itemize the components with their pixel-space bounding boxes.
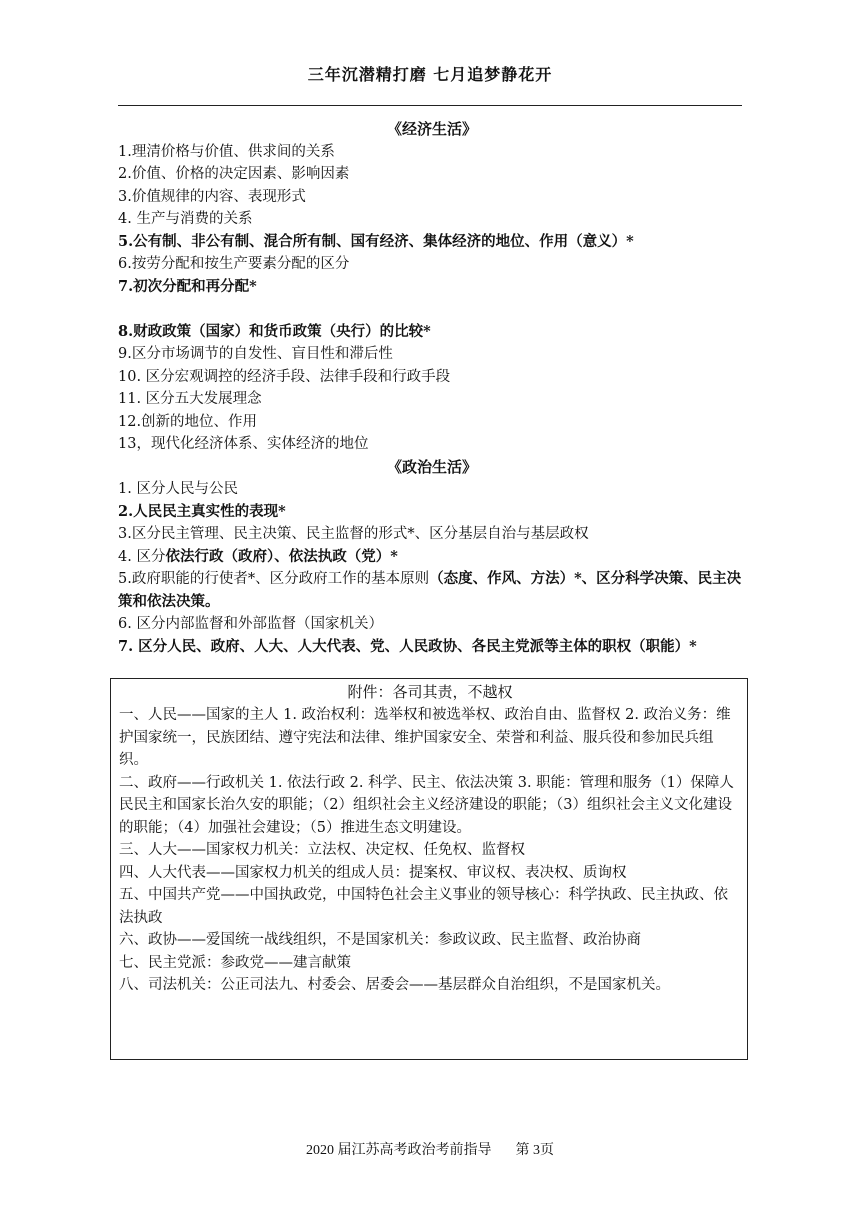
econ-item: 1.理清价格与价值、供求间的关系: [118, 143, 335, 160]
econ-item: 13，现代化经济体系、实体经济的地位: [118, 436, 369, 452]
appendix-box: [110, 678, 748, 1060]
econ-item: 12.创新的地位、作用: [118, 413, 258, 430]
econ-item: 11. 区分五大发展理念: [118, 391, 262, 407]
appendix-paragraph: 三、人大——国家权力机关：立法权、决定权、任免权、监督权: [119, 842, 525, 858]
pol-item: [118, 568, 746, 613]
appendix-paragraph: 六、政协——爱国统一战线组织，不是国家机关：参政议政、民主监督、政治协商: [119, 932, 641, 948]
appendix-paragraph: 二、政府——行政机关 1. 依法行政 2. 科学、民主、依法决策 3. 职能：管理和服务（1）保障人民民主和国家长治久安的职能；（2）组织社会主义经济建设的职能；（3）组织社会主义文化建设的职能；（4）加强社会建设；（5）推进生态文明建设。: [119, 774, 734, 836]
appendix-title: 附件：各司其责，不越权: [347, 683, 513, 701]
pol-item-key: 2.人民民主真实性的表现*: [118, 502, 286, 520]
pol-section-title: 《政治生活》: [386, 457, 477, 476]
econ-item: 3.价值规律的内容、表现形式: [118, 188, 306, 205]
header-divider: [118, 105, 742, 106]
pol-item: 6. 区分内部监督和外部监督（国家机关）: [118, 616, 383, 632]
pol-item-key-text: 依法行政（政府）、依法执政（党）*: [165, 547, 398, 565]
econ-item: 2.价值、价格的决定因素、影响因素: [118, 166, 350, 182]
pol-item-key: 7. 区分人民、政府、人大、人大代表、党、人民政协、各民主党派等主体的职权（职能）*: [118, 637, 697, 655]
pol-item: [118, 546, 746, 569]
appendix-paragraph: 五、中国共产党——中国执政党，中国特色社会主义事业的领导核心：科学执政、民主执政、依法执政: [119, 887, 728, 926]
pol-item-text: 4. 区分: [118, 548, 166, 565]
econ-item-key: 7.初次分配和再分配*: [118, 277, 257, 295]
appendix-paragraph: 七、民主党派：参政党——建言献策: [119, 954, 351, 971]
econ-item: 6.按劳分配和按生产要素分配的区分: [118, 256, 350, 272]
blank-line: [118, 298, 746, 321]
econ-item: 4. 生产与消费的关系: [118, 211, 253, 227]
appendix-paragraph: 一、人民——国家的主人 1. 政治权利：选举权和被选举权、政治自由、监督权 2. 政治义务：维护国家统一，民族团结、遵守宪法和法律、维护国家安全、荣誉和利益、服兵役和参加民兵组织。: [119, 707, 731, 768]
econ-item: 9.区分市场调节的自发性、盲目性和滞后性: [118, 346, 393, 362]
econ-section-title: 《经济生活》: [386, 120, 477, 138]
pol-item-key-text: （态度、作风、方法）*、区分科学决策、民主决策和依法决策。: [118, 570, 742, 610]
econ-item-key: 8.财政政策（国家）和货币政策（央行）的比较*: [118, 322, 431, 340]
footer-text: 2020 届江苏高考政治考前指导: [306, 1143, 492, 1158]
pol-item-text: 5.政府职能的行使者*、区分政府工作的基本原则: [118, 571, 430, 587]
page-number: 第 3页: [515, 1143, 554, 1158]
page-footer: [0, 1139, 860, 1159]
econ-item-key: 5.公有制、非公有制、混合所有制、国有经济、集体经济的地位、作用（意义）*: [118, 232, 634, 250]
econ-item: 10. 区分宏观调控的经济手段、法律手段和行政手段: [118, 368, 451, 385]
page-header-title: 三年沉潜精打磨 七月追梦静花开: [307, 65, 553, 84]
appendix-paragraph: 四、人大代表——国家权力机关的组成人员：提案权、审议权、表决权、质询权: [119, 864, 627, 881]
appendix-paragraph: 八、司法机关：公正司法九、村委会、居委会——基层群众自治组织，不是国家机关。: [119, 977, 670, 993]
main-content: [118, 118, 746, 658]
pol-item: 1. 区分人民与公民: [118, 481, 238, 497]
pol-item: 3.区分民主管理、民主决策、民主监督的形式*、区分基层自治与基层政权: [118, 526, 589, 542]
